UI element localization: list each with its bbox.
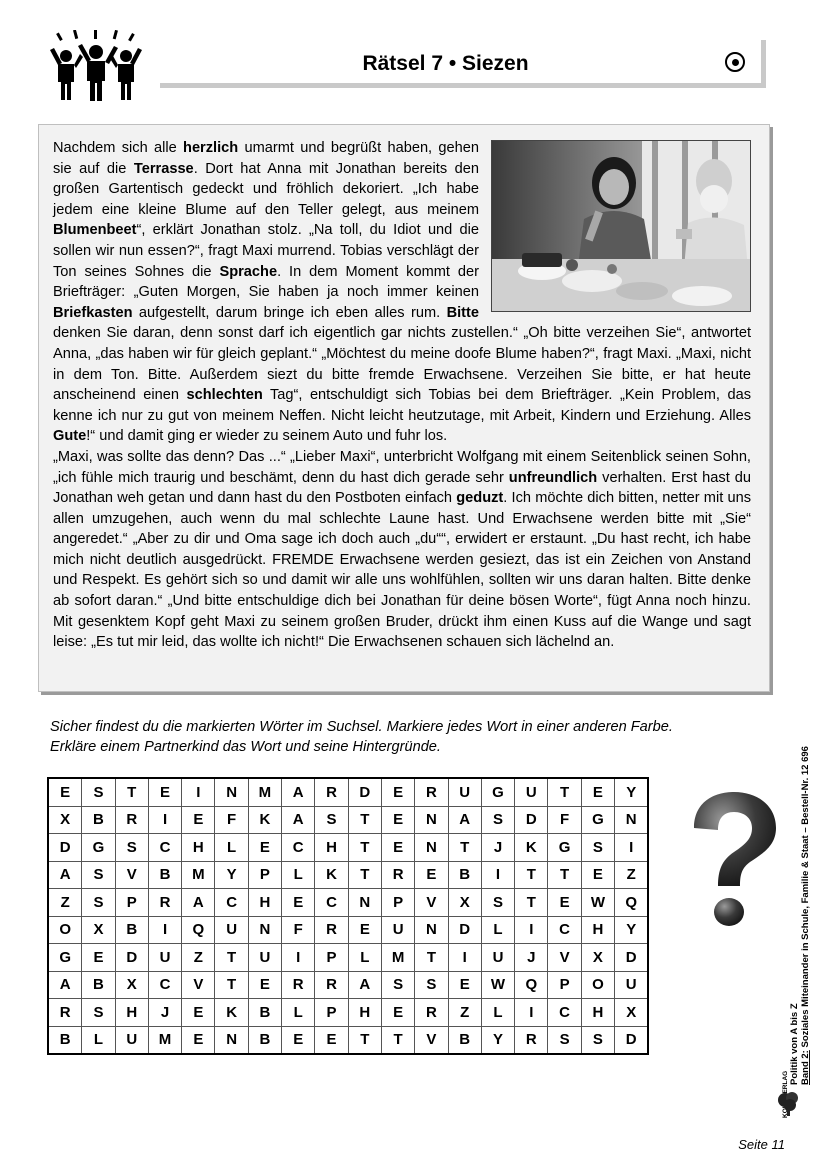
grid-cell[interactable]: B [148, 861, 181, 889]
grid-cell[interactable]: L [481, 916, 514, 944]
grid-cell[interactable]: U [515, 778, 548, 806]
highlighted-word: unfreundlich [508, 469, 598, 486]
grid-cell[interactable]: E [315, 1026, 348, 1054]
grid-cell[interactable]: R [315, 916, 348, 944]
grid-cell[interactable]: Z [182, 944, 215, 972]
grid-cell[interactable]: J [481, 834, 514, 862]
grid-cell[interactable]: C [148, 971, 181, 999]
grid-cell[interactable]: A [448, 806, 481, 834]
grid-cell[interactable]: M [182, 861, 215, 889]
grid-cell[interactable]: V [415, 889, 448, 917]
grid-cell[interactable]: D [515, 806, 548, 834]
page-number: Seite 11 [738, 1137, 785, 1152]
target-icon [725, 52, 745, 72]
grid-cell[interactable]: V [415, 1026, 448, 1054]
grid-cell[interactable]: R [415, 999, 448, 1027]
grid-cell[interactable]: U [448, 778, 481, 806]
grid-cell[interactable]: G [548, 834, 581, 862]
grid-cell[interactable]: E [248, 834, 281, 862]
grid-cell[interactable]: W [581, 889, 614, 917]
grid-cell[interactable]: I [182, 778, 215, 806]
grid-cell[interactable]: F [215, 806, 248, 834]
grid-cell[interactable]: M [381, 944, 414, 972]
grid-cell[interactable]: C [215, 889, 248, 917]
grid-cell[interactable]: H [182, 834, 215, 862]
grid-row [48, 1026, 648, 1054]
grid-cell[interactable]: U [381, 916, 414, 944]
grid-row [48, 944, 648, 972]
grid-cell[interactable]: P [548, 971, 581, 999]
grid-cell[interactable]: M [248, 778, 281, 806]
grid-cell[interactable]: P [115, 889, 148, 917]
grid-cell[interactable]: B [82, 806, 115, 834]
question-mark-icon [684, 790, 780, 930]
grid-cell[interactable]: B [115, 916, 148, 944]
grid-cell[interactable]: H [248, 889, 281, 917]
grid-cell[interactable]: T [548, 778, 581, 806]
page-title: Rätsel 7 • Siezen [362, 52, 529, 75]
grid-cell[interactable]: J [515, 944, 548, 972]
grid-cell[interactable]: P [315, 999, 348, 1027]
grid-cell[interactable]: R [315, 778, 348, 806]
grid-cell[interactable]: T [348, 861, 381, 889]
grid-cell[interactable]: T [115, 778, 148, 806]
text-run: . Dort hat Anna mit Jonathan bereits den großen Gartentisch gedeckt und fröhlich dekoriert. „Ich habe jedem eine kleine Blume auf den Teller gelegt, aus meinem [53, 160, 479, 218]
grid-cell[interactable]: U [148, 944, 181, 972]
grid-row [48, 971, 648, 999]
grid-cell[interactable]: U [248, 944, 281, 972]
grid-cell[interactable]: K [515, 834, 548, 862]
grid-cell[interactable]: R [48, 999, 82, 1027]
grid-cell[interactable]: E [82, 944, 115, 972]
sidebar-series: Politik von A bis Z [789, 1003, 800, 1085]
grid-cell[interactable]: X [48, 806, 82, 834]
grid-cell[interactable]: E [548, 889, 581, 917]
text-run: umarmt und begrüßt haben, gehen sie auf die [53, 140, 479, 177]
grid-cell[interactable]: D [615, 944, 649, 972]
grid-cell[interactable]: F [282, 916, 315, 944]
grid-cell[interactable]: G [82, 834, 115, 862]
grid-cell[interactable]: D [448, 916, 481, 944]
grid-cell[interactable]: Z [448, 999, 481, 1027]
grid-cell[interactable]: H [348, 999, 381, 1027]
grid-cell[interactable]: D [348, 778, 381, 806]
grid-cell[interactable]: Y [615, 778, 649, 806]
grid-cell[interactable]: A [348, 971, 381, 999]
grid-cell[interactable]: R [415, 778, 448, 806]
grid-cell[interactable]: S [82, 778, 115, 806]
grid-cell[interactable]: T [348, 806, 381, 834]
grid-cell[interactable]: E [182, 999, 215, 1027]
grid-cell[interactable]: N [415, 916, 448, 944]
grid-cell[interactable]: S [115, 834, 148, 862]
grid-cell[interactable]: C [282, 834, 315, 862]
grid-cell[interactable]: N [215, 778, 248, 806]
grid-cell[interactable]: P [315, 944, 348, 972]
grid-cell[interactable]: Q [182, 916, 215, 944]
grid-cell[interactable]: L [348, 944, 381, 972]
grid-cell[interactable]: B [248, 1026, 281, 1054]
grid-row [48, 861, 648, 889]
grid-cell[interactable]: L [481, 999, 514, 1027]
grid-cell[interactable]: E [48, 778, 82, 806]
grid-cell[interactable]: S [481, 806, 514, 834]
grid-cell[interactable]: F [548, 806, 581, 834]
highlighted-word: schlechten [186, 387, 263, 404]
grid-cell[interactable]: C [148, 834, 181, 862]
grid-cell[interactable]: H [581, 999, 614, 1027]
grid-cell[interactable]: E [381, 778, 414, 806]
grid-cell[interactable]: S [581, 1026, 614, 1054]
text-run: “, erklärt Jonathan stolz. „Na toll, du Idiot und die sollen wir nun essen?“, fragt Maxi murrend. Tobias verschlägt der Ton seines Sohnes die [53, 222, 479, 280]
grid-cell[interactable]: S [82, 889, 115, 917]
grid-cell[interactable]: V [115, 861, 148, 889]
grid-cell[interactable]: R [315, 971, 348, 999]
grid-cell[interactable]: N [248, 916, 281, 944]
grid-cell[interactable]: I [481, 861, 514, 889]
grid-cell[interactable]: V [548, 944, 581, 972]
grid-cell[interactable]: S [82, 999, 115, 1027]
grid-row [48, 834, 648, 862]
grid-cell[interactable]: A [282, 778, 315, 806]
grid-cell[interactable]: U [615, 971, 649, 999]
grid-cell[interactable]: X [448, 889, 481, 917]
text-run: Tag“, entschuldigt sich Tobias bei dem Briefträger. „Kein Problem, das kenne ich nur zu gut von meinem Neffen. Nicht leicht heutzutage, mit Arbeit, Kindern und Erziehung. Alles [53, 387, 751, 424]
grid-cell[interactable]: A [48, 971, 82, 999]
grid-cell[interactable]: Y [215, 861, 248, 889]
grid-cell[interactable]: B [82, 971, 115, 999]
grid-cell[interactable]: S [381, 971, 414, 999]
grid-cell[interactable]: T [381, 1026, 414, 1054]
grid-cell[interactable]: Q [515, 971, 548, 999]
grid-cell[interactable]: B [248, 999, 281, 1027]
grid-cell[interactable]: E [448, 971, 481, 999]
grid-cell[interactable]: E [248, 971, 281, 999]
grid-cell[interactable]: U [481, 944, 514, 972]
grid-cell[interactable]: D [48, 834, 82, 862]
grid-cell[interactable]: A [182, 889, 215, 917]
grid-cell[interactable]: N [415, 806, 448, 834]
grid-cell[interactable]: G [581, 806, 614, 834]
grid-cell[interactable]: O [48, 916, 82, 944]
grid-cell[interactable]: R [381, 861, 414, 889]
grid-cell[interactable]: S [315, 806, 348, 834]
grid-cell[interactable]: L [282, 861, 315, 889]
grid-cell[interactable]: T [415, 944, 448, 972]
grid-cell[interactable]: S [82, 861, 115, 889]
highlighted-word: Gute [53, 428, 87, 445]
grid-cell[interactable]: S [548, 1026, 581, 1054]
publication-sidebar [779, 680, 819, 1120]
grid-cell[interactable]: R [115, 806, 148, 834]
story-box [38, 124, 770, 692]
grid-cell[interactable]: E [182, 806, 215, 834]
grid-row [48, 999, 648, 1027]
group-cheering-icon [48, 30, 144, 104]
grid-row [48, 916, 648, 944]
highlighted-word: Bitte [446, 304, 479, 321]
grid-cell[interactable]: C [548, 999, 581, 1027]
grid-cell[interactable]: R [282, 971, 315, 999]
grid-cell[interactable]: Z [48, 889, 82, 917]
grid-cell[interactable]: T [515, 861, 548, 889]
text-run: verhalten. Erst hast du Jonathan weh getan und dann hast du den Postboten einfach [53, 469, 751, 507]
grid-cell[interactable]: E [348, 916, 381, 944]
grid-cell[interactable]: E [415, 861, 448, 889]
text-run: Nachdem sich alle [53, 140, 184, 156]
sidebar-band: Band 2: Soziales Miteinander in Schule, Familie & Staat – Bestell-Nr. 12 696 [800, 746, 811, 1085]
grid-cell[interactable]: I [148, 916, 181, 944]
grid-cell[interactable]: P [381, 889, 414, 917]
grid-cell[interactable]: E [581, 778, 614, 806]
story-text [53, 138, 751, 653]
grid-cell[interactable]: E [381, 834, 414, 862]
highlighted-word: Blumenbeet [53, 222, 137, 239]
grid-cell[interactable]: W [481, 971, 514, 999]
grid-cell[interactable]: D [115, 944, 148, 972]
grid-row [48, 889, 648, 917]
text-run: . Ich möchte dich bitten, netter mit uns allen umzugehen, auch wenn du mal schlechte Laune hast. Und Erwachsene werden bitte mit „Sie“ angeredet.“ „Aber zu dir und Oma sage ich doch auch „du““, erwidert er erstaunt. „Du hast recht, ich habe mich nicht deutlich ausgedrückt. FREMDE Erwachsene werden gesiezt, das ist ein Zeichen von Anstand und Respekt. Es gehört sich so und damit wir alle uns wohlfühlen, sollten wir uns daran halten. Bitte denke ab sofort daran.“ „Und bitte entschuldige dich bei Jonathan für deine bösen Worte“, fügt Anna noch hinzu. Mit gesenktem Kopf geht Maxi zu seinem großen Bruder, drückt ihm einen Kuss auf die Wange und sagt leise: „Es tut mir leid, das wollte ich nicht!“ Die Erwachsenen schauen sich lächelnd an. [53, 490, 751, 651]
grid-cell[interactable]: K [248, 806, 281, 834]
highlighted-word: Briefkasten [53, 304, 133, 321]
grid-cell[interactable]: H [315, 834, 348, 862]
grid-cell[interactable]: M [148, 1026, 181, 1054]
highlighted-word: geduzt [456, 490, 504, 507]
grid-row [48, 806, 648, 834]
grid-cell[interactable]: X [115, 971, 148, 999]
grid-row [48, 778, 648, 806]
grid-cell[interactable]: N [215, 1026, 248, 1054]
grid-cell[interactable]: T [348, 834, 381, 862]
grid-cell[interactable]: D [615, 1026, 649, 1054]
task-instructions [50, 717, 770, 757]
instruction-line-2: Erkläre einem Partnerkind das Wort und seine Hintergründe. [50, 739, 441, 755]
grid-cell[interactable]: E [282, 1026, 315, 1054]
grid-cell[interactable]: Z [615, 861, 649, 889]
grid-cell[interactable]: H [115, 999, 148, 1027]
grid-cell[interactable]: I [282, 944, 315, 972]
grid-cell[interactable]: E [148, 778, 181, 806]
grid-cell[interactable]: N [415, 834, 448, 862]
highlighted-word: Sprache [219, 263, 278, 280]
instruction-line-1: Sicher findest du die markierten Wörter im Suchsel. Markiere jedes Wort in einer anderen Farbe. [50, 719, 673, 735]
grid-cell[interactable]: L [82, 1026, 115, 1054]
grid-cell[interactable]: X [581, 944, 614, 972]
grid-cell[interactable]: E [381, 999, 414, 1027]
grid-cell[interactable]: T [215, 971, 248, 999]
grid-cell[interactable]: A [282, 806, 315, 834]
grid-cell[interactable]: I [515, 916, 548, 944]
grid-cell[interactable]: T [348, 1026, 381, 1054]
grid-cell[interactable]: H [581, 916, 614, 944]
grid-cell[interactable]: K [315, 861, 348, 889]
grid-cell[interactable]: X [615, 999, 649, 1027]
grid-cell[interactable]: L [282, 999, 315, 1027]
grid-cell[interactable]: I [615, 834, 649, 862]
grid-cell[interactable]: T [215, 944, 248, 972]
grid-cell[interactable]: V [182, 971, 215, 999]
grid-cell[interactable]: G [481, 778, 514, 806]
highlighted-word: herzlich [183, 140, 239, 156]
grid-cell[interactable]: S [481, 889, 514, 917]
grid-cell[interactable]: N [348, 889, 381, 917]
grid-cell[interactable]: R [515, 1026, 548, 1054]
grid-cell[interactable]: T [515, 889, 548, 917]
tree-logo-icon [775, 1090, 803, 1118]
grid-cell[interactable]: U [215, 916, 248, 944]
grid-cell[interactable]: A [48, 861, 82, 889]
grid-cell[interactable]: R [148, 889, 181, 917]
grid-cell[interactable]: B [48, 1026, 82, 1054]
grid-cell[interactable]: T [548, 861, 581, 889]
grid-cell[interactable]: G [48, 944, 82, 972]
grid-cell[interactable]: E [182, 1026, 215, 1054]
grid-cell[interactable]: K [215, 999, 248, 1027]
grid-cell[interactable]: I [148, 806, 181, 834]
grid-cell[interactable]: X [82, 916, 115, 944]
grid-cell[interactable]: P [248, 861, 281, 889]
text-run: aufgestellt, darum bringe ich eben alles rum. [132, 304, 447, 321]
word-search-grid [47, 777, 649, 1055]
text-run: denken Sie daran, denn sonst darf ich eigentlich gar nichts zustellen.“ „Oh bitte verzeihen Sie“, antwortet Anna, „das haben wir für gleich geplant.“ „Möchtest du meine doofe Blume haben?“, fragt Maxi. „Maxi, nicht in dem Ton. Bitte. Außerdem siezt du bitte fremde Erwachsene. Verzeihen Sie bitte, er hat heute anscheinend einen [53, 325, 751, 404]
grid-cell[interactable]: Q [615, 889, 649, 917]
grid-cell[interactable]: E [381, 806, 414, 834]
grid-cell[interactable]: Y [615, 916, 649, 944]
grid-cell[interactable]: E [581, 861, 614, 889]
title-bar [160, 40, 766, 88]
grid-cell[interactable]: I [448, 944, 481, 972]
family-breakfast-photo [491, 140, 751, 312]
text-run: . In dem Moment kommt der Briefträger: „Guten Morgen, Sie haben ja noch immer keinen [53, 263, 479, 301]
grid-cell[interactable]: U [115, 1026, 148, 1054]
highlighted-word: Terrasse [133, 160, 194, 177]
grid-cell[interactable]: E [282, 889, 315, 917]
grid-cell[interactable]: T [448, 834, 481, 862]
grid-cell[interactable]: O [581, 971, 614, 999]
grid-cell[interactable]: B [448, 861, 481, 889]
grid-cell[interactable]: L [215, 834, 248, 862]
grid-cell[interactable]: B [448, 1026, 481, 1054]
grid-cell[interactable]: C [315, 889, 348, 917]
grid-cell[interactable]: I [515, 999, 548, 1027]
grid-cell[interactable]: J [148, 999, 181, 1027]
grid-cell[interactable]: S [581, 834, 614, 862]
grid-cell[interactable]: N [615, 806, 649, 834]
grid-cell[interactable]: Y [481, 1026, 514, 1054]
grid-cell[interactable]: S [415, 971, 448, 999]
story-paragraph-2 [53, 447, 751, 653]
text-run: „Maxi, was sollte das denn? Das ...“ „Lieber Maxi“, unterbricht Wolfgang mit einem Seitenblick seinen Sohn, „ich fühle mich traurig und beschämt, denn du hast dich gerade sehr [53, 448, 751, 486]
grid-cell[interactable]: C [548, 916, 581, 944]
text-run: !“ und damit ging er wieder zu seinem Auto und fuhr los. [86, 428, 448, 445]
